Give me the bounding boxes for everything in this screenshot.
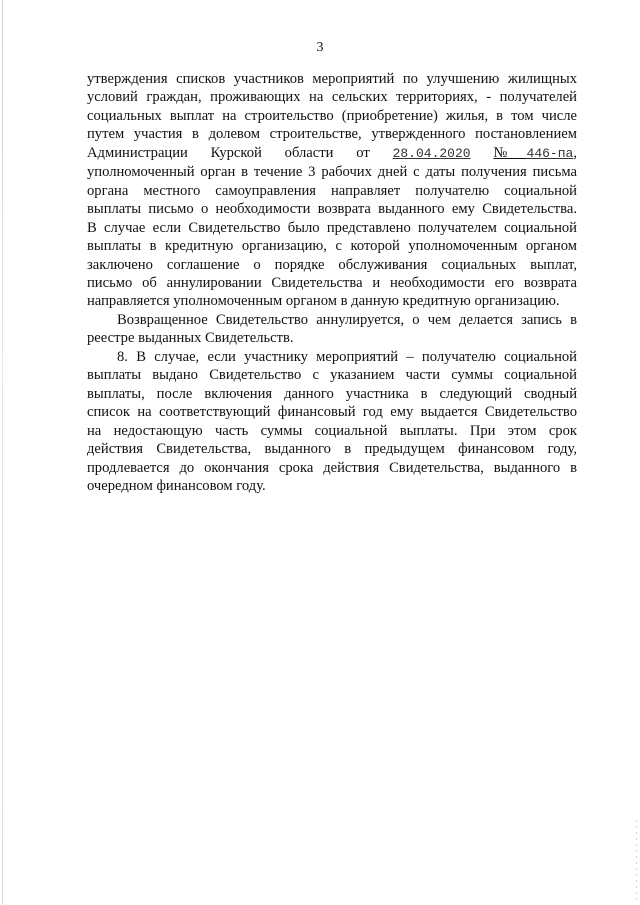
paragraph-annulment <box>87 311 577 348</box>
page-number: 3 <box>316 40 324 55</box>
text-line: очередном финансовом году. <box>87 477 266 494</box>
text-line: продлевается до окончания срока действия Свидетельства, выданного в <box>87 459 577 476</box>
text-line: действия Свидетельства, выданного в предыдущем финансовом году, <box>87 441 577 458</box>
scan-border-left <box>2 0 3 905</box>
text-line: уполномоченный орган в течение 3 рабочих дней с даты получения письма <box>87 164 577 181</box>
decree-suffix: , <box>573 144 577 161</box>
number-sign: № <box>493 144 527 161</box>
scan-border-right <box>636 820 637 900</box>
paragraph-continuation <box>87 70 577 311</box>
text-line: выплаты выдано Свидетельство с указанием части суммы социальной <box>87 367 577 384</box>
text-line: заключено соглашение о порядке обслуживания социальных выплат, <box>87 256 577 273</box>
decree-date: 28.04.2020 <box>392 145 471 161</box>
text-line: утверждения списков участников мероприятий по улучшению жилищных <box>87 71 577 87</box>
text-line: социальных выплат на строительство (приобретение) жилья, в том числе <box>87 107 577 124</box>
text-line: В случае если Свидетельство было представлено получателем социальной <box>87 219 577 236</box>
text-line: реестре выданных Свидетельств. <box>87 330 294 347</box>
paragraph-item-8 <box>87 348 577 496</box>
text-line: направляется уполномоченным органом в данную кредитную организацию. <box>87 293 560 310</box>
text-line: органа местного самоуправления направляет получателю социальной <box>87 182 577 199</box>
text-line: выплаты, после включения данного участника в следующий сводный <box>87 385 577 402</box>
text-line: условий граждан, проживающих на сельских территориях, - получателей <box>87 89 577 106</box>
text-line: список на соответствующий финансовый год ему выдается Свидетельство <box>87 404 577 421</box>
text-line: на недостающую часть суммы социальной выплаты. При этом срок <box>87 422 577 439</box>
decree-number: 446-па <box>526 145 574 161</box>
decree-issuer: Администрации Курской области от <box>87 144 370 161</box>
text-line: выплаты письмо о необходимости возврата выданного ему Свидетельства. <box>87 201 577 218</box>
text-line: Возвращенное Свидетельство аннулируется, о чем делается запись в <box>117 311 577 328</box>
text-line: путем участия в долевом строительстве, утвержденного постановлением <box>87 126 577 143</box>
text-line: 8. В случае, если участнику мероприятий – получателю социальной <box>117 348 577 365</box>
decree-reference-line <box>87 144 577 163</box>
text-line: письмо об аннулировании Свидетельства и необходимости его возврата <box>87 274 577 291</box>
text-line: выплаты в кредитную организацию, с которой уполномоченным органом <box>87 238 577 255</box>
document-body <box>87 70 577 495</box>
